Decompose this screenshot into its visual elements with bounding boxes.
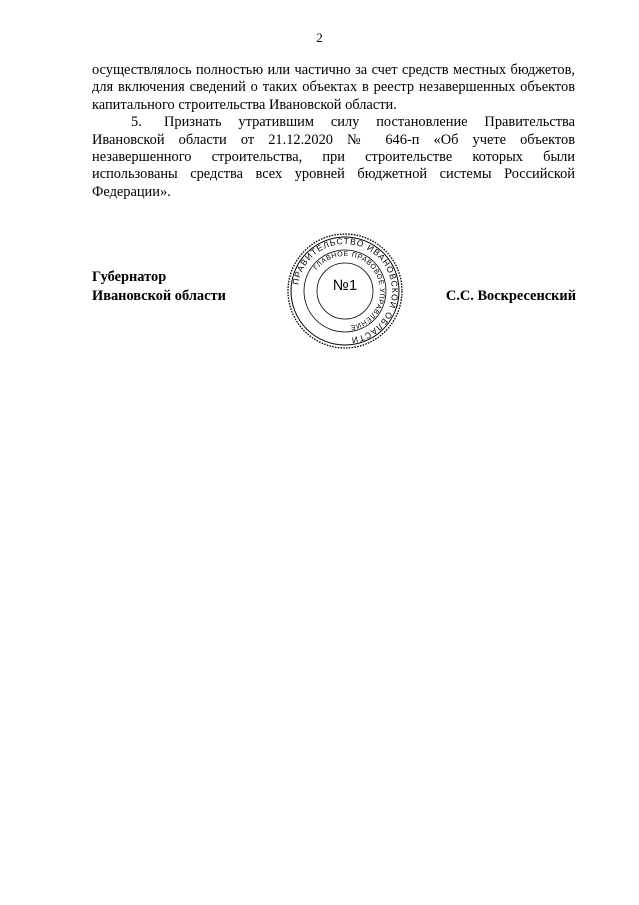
seal-inner-text: ГЛАВНОЕ ПРАВОВОЕ УПРАВЛЕНИЕ [312,250,386,331]
document-body [92,62,575,201]
paragraph-item-5 [92,114,575,201]
seal-outer-text: ПРАВИТЕЛЬСТВО ИВАНОВСКОЙ ОБЛАСТИ [290,235,401,346]
item-text: Признать утратившим силу постановление Правительства Ивановской области от 21.12.2020 № 646-п «Об учете объектов незавершенного строительства, при строительстве которых были использованы средства всех уровней бюджетной системы Российской Федерации». [92,114,575,200]
signer-name: С.С. Воскресенский [445,288,576,304]
item-number: 5. [131,114,142,131]
signer-position [92,268,226,306]
paragraph-continuation: осуществлялось полностью или частично за счет средств местных бюджетов, для включения сведений о таких объектах в реестр незавершенных объектов капитального строительства Ивановской области. [92,62,575,113]
signer-position-line-2: Ивановской области [92,288,226,304]
seal-number: №1 [332,277,358,294]
official-seal [285,231,405,351]
page-number: 2 [316,30,323,45]
signer-position-line-1: Губернатор [92,269,167,285]
